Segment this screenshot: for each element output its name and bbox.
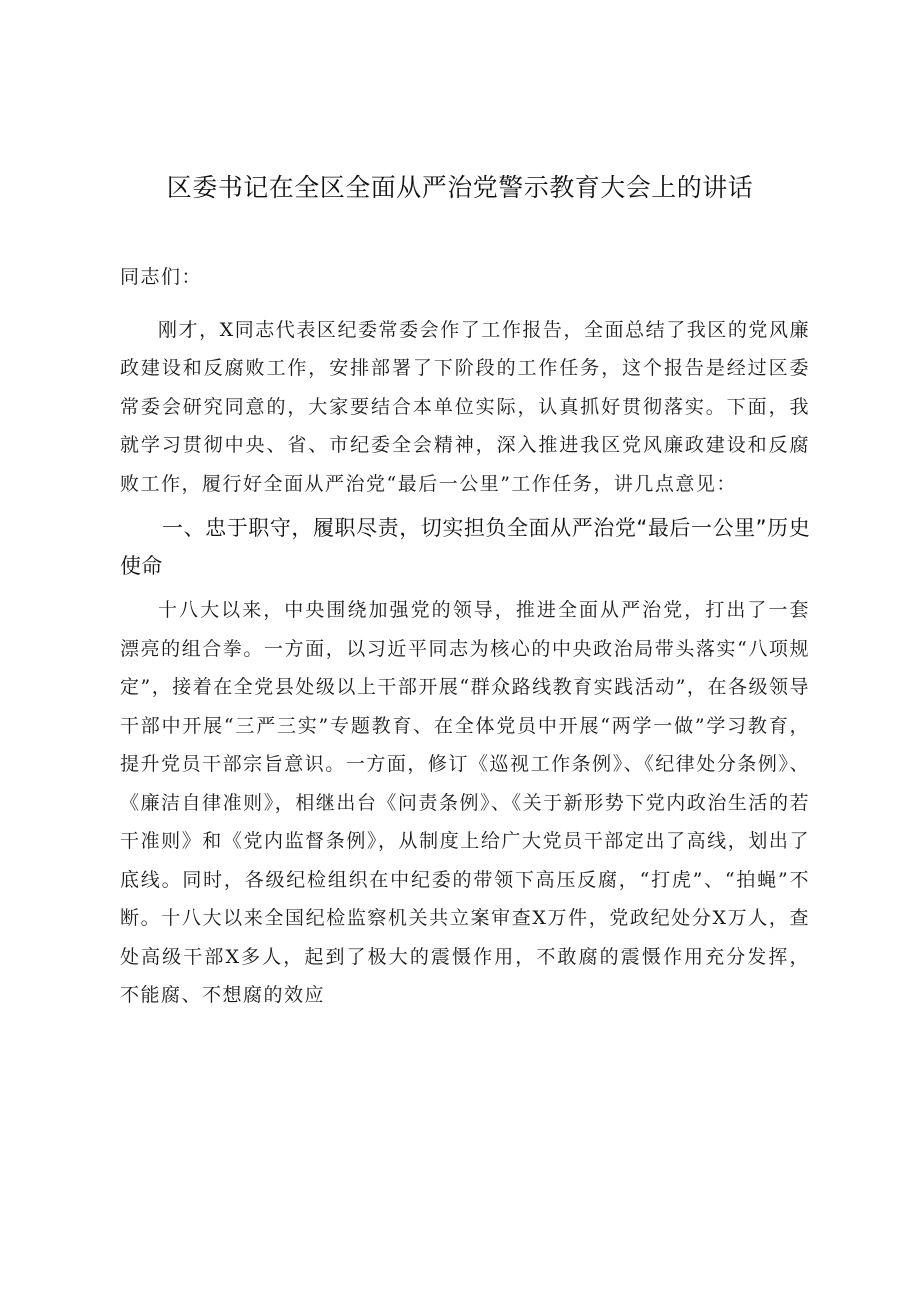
section-heading-1: 一、忠于职守，履职尽责，切实担负全面从严治党“最后一公里”历史使命 <box>120 516 810 578</box>
document-body <box>120 258 810 1015</box>
intro-paragraph: 刚才，X同志代表区纪委常委会作了工作报告，全面总结了我区的党风廉政建设和反腐败工作，安排部署了下阶段的工作任务，这个报告是经过区委常委会研究同意的，大家要结合本单位实际，认真抓好贯彻落实。下面，我就学习贯彻中央、省、市纪委全会精神，深入推进我区党风廉政建设和反腐败工作，履行好全面从严治党“最后一公里”工作任务，讲几点意见： <box>120 318 810 495</box>
document-title: 区委书记在全区全面从严治党警示教育大会上的讲话 <box>166 173 754 202</box>
salutation: 同志们： <box>120 266 203 288</box>
section-1-paragraph: 十八大以来，中央围绕加强党的领导，推进全面从严治党，打出了一套漂亮的组合拳。一方面，以习近平同志为核心的中央政治局带头落实“八项规定”，接着在全党县处级以上干部开展“群众路线教育实践活动”，在各级领导干部中开展“三严三实”专题教育、在全体党员中开展“两学一做”学习教育，提升党员干部宗旨意识。一方面，修订《巡视工作条例》、《纪律处分条例》、《廉洁自律准则》，相继出台《问责条例》、《关于新形势下党内政治生活的若干准则》和《党内监督条例》，从制度上给广大党员干部定出了高线，划出了底线。同时，各级纪检组织在中纪委的带领下高压反腐，“打虎”、“拍蝇”不断。十八大以来全国纪检监察机关共立案审查X万件，党政纪处分X万人，查处高级干部X多人，起到了极大的震慑作用，不敢腐的震慑作用充分发挥，不能腐、不想腐的效应 <box>120 599 810 1006</box>
